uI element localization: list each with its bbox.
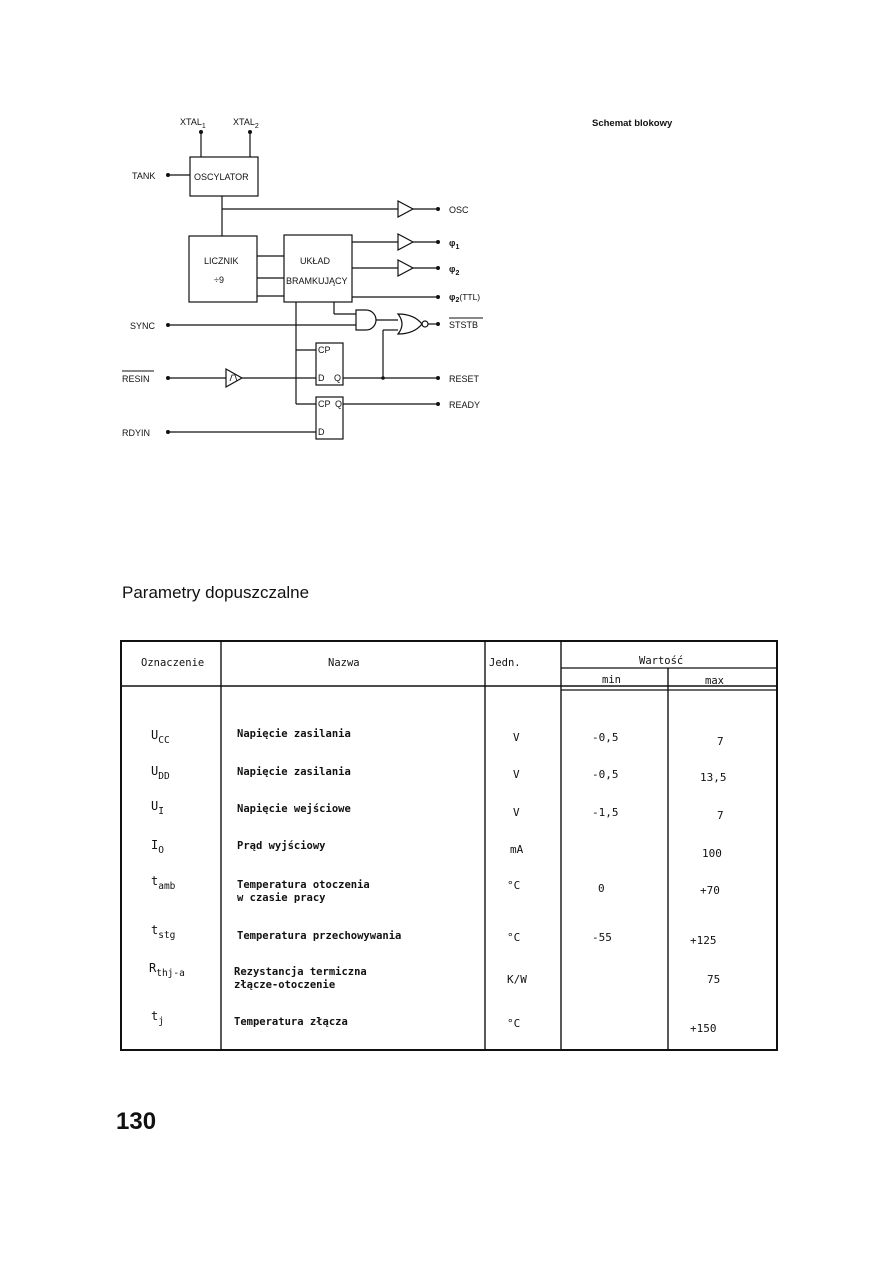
row-unit: °C: [507, 931, 521, 944]
row-name: Temperatura otoczenia: [237, 879, 370, 891]
row-max: +125: [690, 934, 717, 947]
row-symbol: $t_{stg}$: [151, 923, 176, 941]
row-symbol: $t_j$: [151, 1009, 164, 1027]
header-max: max: [705, 675, 724, 687]
ff2-d-label: D: [318, 427, 325, 437]
row-name: Prąd wyjściowy: [237, 840, 326, 852]
row-symbol: $U_I$: [151, 799, 164, 817]
table-row: [151, 1009, 717, 1035]
ff2-cp-label: CP: [318, 399, 331, 409]
xtal1-label: $XTAL_1$: [180, 117, 206, 130]
header-nazwa: Nazwa: [328, 657, 360, 669]
row-max: 13,5: [700, 771, 727, 784]
row-min: -55: [592, 931, 612, 944]
row-name-line2: w czasie pracy: [237, 892, 326, 904]
licznik-divider-label: ÷9: [214, 275, 224, 285]
table-frame: [121, 641, 777, 1050]
row-name: Rezystancja termiczna: [234, 966, 367, 978]
row-name: Temperatura złącza: [234, 1016, 348, 1028]
row-unit: °C: [507, 879, 521, 892]
row-name: Napięcie zasilania: [237, 766, 351, 778]
table-row: [151, 923, 717, 947]
uklad-label: UKŁAD: [300, 256, 331, 266]
header-oznaczenie: Oznaczenie: [141, 657, 205, 669]
table-row: [151, 874, 720, 904]
osc-label: OSC: [449, 205, 469, 215]
header-wartosc: Wartość: [639, 655, 684, 667]
header-min: min: [602, 674, 621, 686]
licznik-label: LICZNIK: [204, 256, 239, 266]
xtal2-label: $XTAL_2$: [233, 117, 259, 130]
row-name: Napięcie zasilania: [237, 728, 351, 740]
row-symbol: $U_{DD}$: [151, 764, 170, 782]
row-max: 75: [707, 973, 721, 986]
row-unit: mA: [510, 843, 524, 856]
row-min: -0,5: [592, 731, 619, 744]
row-symbol: $U_{CC}$: [151, 728, 170, 746]
section-title: Parametry dopuszczalne: [122, 583, 310, 602]
diagram-caption: Schemat blokowy: [592, 118, 673, 129]
row-name: Napięcie wejściowe: [237, 803, 351, 815]
table-row: [151, 764, 727, 784]
row-min: 0: [598, 882, 605, 895]
page-number: 130: [116, 1108, 157, 1135]
row-name: Temperatura przechowywania: [237, 930, 402, 942]
row-symbol: $t_{amb}$: [151, 874, 176, 892]
row-name-line2: złącze-otoczenie: [234, 979, 336, 991]
row-max: 7: [717, 809, 724, 822]
phi2ttl-label: $\varphi_2(TTL)$: [449, 292, 481, 304]
row-unit: °C: [507, 1017, 521, 1030]
ststb-label: STSTB: [449, 320, 479, 330]
ff2-q-label: Q: [335, 399, 343, 409]
header-jedn: Jedn.: [489, 657, 521, 669]
ff1-d-label: D: [318, 373, 325, 383]
table-row: [151, 728, 724, 748]
row-unit: K/W: [507, 973, 527, 986]
row-symbol: $I_O$: [151, 838, 164, 856]
tank-label: TANK: [132, 171, 156, 181]
sync-label: SYNC: [130, 321, 156, 331]
row-unit: V: [513, 731, 520, 744]
row-max: +70: [700, 884, 720, 897]
ready-label: READY: [449, 400, 481, 410]
row-max: 7: [717, 735, 724, 748]
table-row: [151, 838, 722, 860]
row-unit: V: [513, 768, 520, 781]
phi1-label: $\varphi_1$: [449, 238, 460, 251]
ff1-cp-label: CP: [318, 345, 331, 355]
row-max: +150: [690, 1022, 717, 1035]
rdyin-label: RDYIN: [122, 428, 151, 438]
row-unit: V: [513, 806, 520, 819]
table-row: [149, 961, 720, 991]
row-min: -1,5: [592, 806, 619, 819]
resin-label: RESIN: [122, 374, 150, 384]
ff1-q-label: Q: [334, 373, 342, 383]
phi2-label: $\varphi_2$: [449, 264, 460, 277]
row-symbol: $R_{thj-a}$: [149, 961, 185, 979]
oscylator-label: OSCYLATOR: [194, 172, 249, 182]
reset-label: RESET: [449, 374, 480, 384]
row-max: 100: [702, 847, 722, 860]
bramkujacy-label: BRAMKUJĄCY: [286, 276, 348, 286]
row-min: -0,5: [592, 768, 619, 781]
table-row: [151, 799, 724, 822]
